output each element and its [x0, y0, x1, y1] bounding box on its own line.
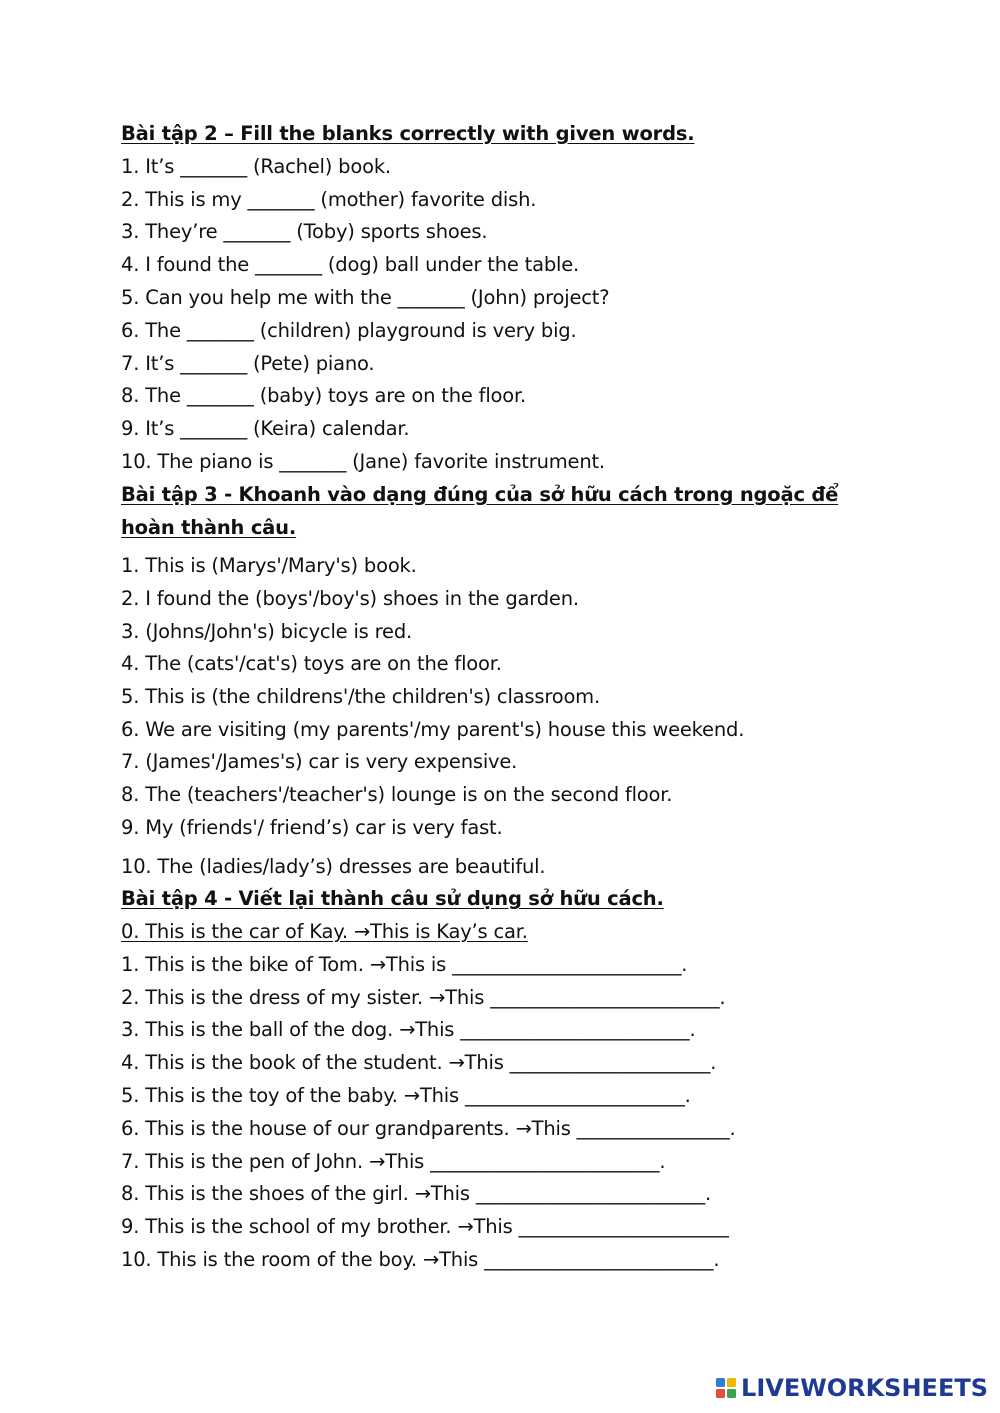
exercise-2-item: 4. I found the _______ (dog) ball under the table. [121, 253, 580, 277]
logo-square-1 [716, 1378, 725, 1387]
exercise-2-item: 6. The _______ (children) playground is very big. [121, 318, 577, 342]
exercise-3-item: 9. My (friends'/ friend’s) car is very fast. [121, 815, 503, 839]
exercise-4-item: 10. This is the room of the boy. →This ________________________. [121, 1248, 720, 1271]
logo-square-3 [716, 1389, 725, 1398]
exercise-2-item: 9. It’s _______ (Keira) calendar. [121, 417, 410, 441]
exercise-3-item: 2. I found the (boys'/boy's) shoes in the garden. [121, 587, 579, 611]
exercise-2-item: 5. Can you help me with the _______ (John) project? [121, 285, 610, 309]
exercise-2-item: 8. The _______ (baby) toys are on the floor. [121, 384, 527, 408]
liveworksheets-icon [715, 1377, 737, 1399]
exercise-2-item: 3. They’re _______ (Toby) sports shoes. [121, 220, 488, 244]
exercise-3-item: 6. We are visiting (my parents'/my parent's) house this weekend. [121, 717, 745, 741]
exercise-2-item: 10. The piano is _______ (Jane) favorite instrument. [121, 449, 605, 473]
exercise-3-heading [121, 479, 881, 545]
exercise-4-example: 0. This is the car of Kay. →This is Kay’s car. [121, 920, 528, 944]
exercise-4-item: 1. This is the bike of Tom. →This is ________________________. [121, 952, 688, 976]
exercise-4-item: 9. This is the school of my brother. →This ______________________ [121, 1215, 729, 1239]
exercise-3-item: 5. This is (the childrens'/the children's) classroom. [121, 685, 600, 709]
worksheet [121, 118, 981, 1277]
exercise-3-heading-line-1: Bài tập 3 - Khoanh vào dạng đúng của sở hữu cách trong ngoặc để [121, 482, 839, 506]
exercise-3-list [121, 550, 981, 883]
exercise-3-item: 4. The (cats'/cat's) toys are on the floor. [121, 652, 502, 676]
exercise-4-heading: Bài tập 4 - Viết lại thành câu sử dụng sở hữu cách. [121, 887, 664, 911]
liveworksheets-wordmark: LIVEWORKSHEETS [741, 1374, 988, 1402]
exercise-2-item: 7. It’s _______ (Pete) piano. [121, 351, 375, 375]
logo-square-4 [727, 1389, 736, 1398]
exercise-2-item: 2. This is my _______ (mother) favorite dish. [121, 187, 537, 211]
exercise-3-item: 7. (James'/James's) car is very expensive. [121, 750, 518, 774]
exercise-4-item: 6. This is the house of our grandparents. →This ________________. [121, 1116, 736, 1140]
exercise-4-item: 2. This is the dress of my sister. →This ________________________. [121, 985, 726, 1009]
exercise-4-item: 8. This is the shoes of the girl. →This ________________________. [121, 1182, 712, 1206]
exercise-3-item: 1. This is (Marys'/Mary's) book. [121, 554, 417, 578]
exercise-2-item: 1. It’s _______ (Rachel) book. [121, 154, 391, 178]
liveworksheets-logo [715, 1373, 988, 1403]
exercise-2-heading: Bài tập 2 – Fill the blanks correctly with given words. [121, 122, 695, 145]
exercise-4-item: 5. This is the toy of the baby. →This _______________________. [121, 1084, 691, 1108]
exercise-3-item: 3. (Johns/John's) bicycle is red. [121, 619, 412, 643]
exercise-4-item: 3. This is the ball of the dog. →This ________________________. [121, 1018, 696, 1042]
exercise-4-item: 4. This is the book of the student. →This _____________________. [121, 1051, 717, 1075]
exercise-3-item: 8. The (teachers'/teacher's) lounge is on the second floor. [121, 783, 673, 807]
exercise-3-item: 10. The (ladies/lady’s) dresses are beautiful. [121, 854, 546, 878]
exercise-4-item: 7. This is the pen of John. →This ________________________. [121, 1149, 666, 1173]
logo-square-2 [727, 1378, 736, 1387]
exercise-3-heading-line-2: hoàn thành câu. [121, 515, 297, 539]
